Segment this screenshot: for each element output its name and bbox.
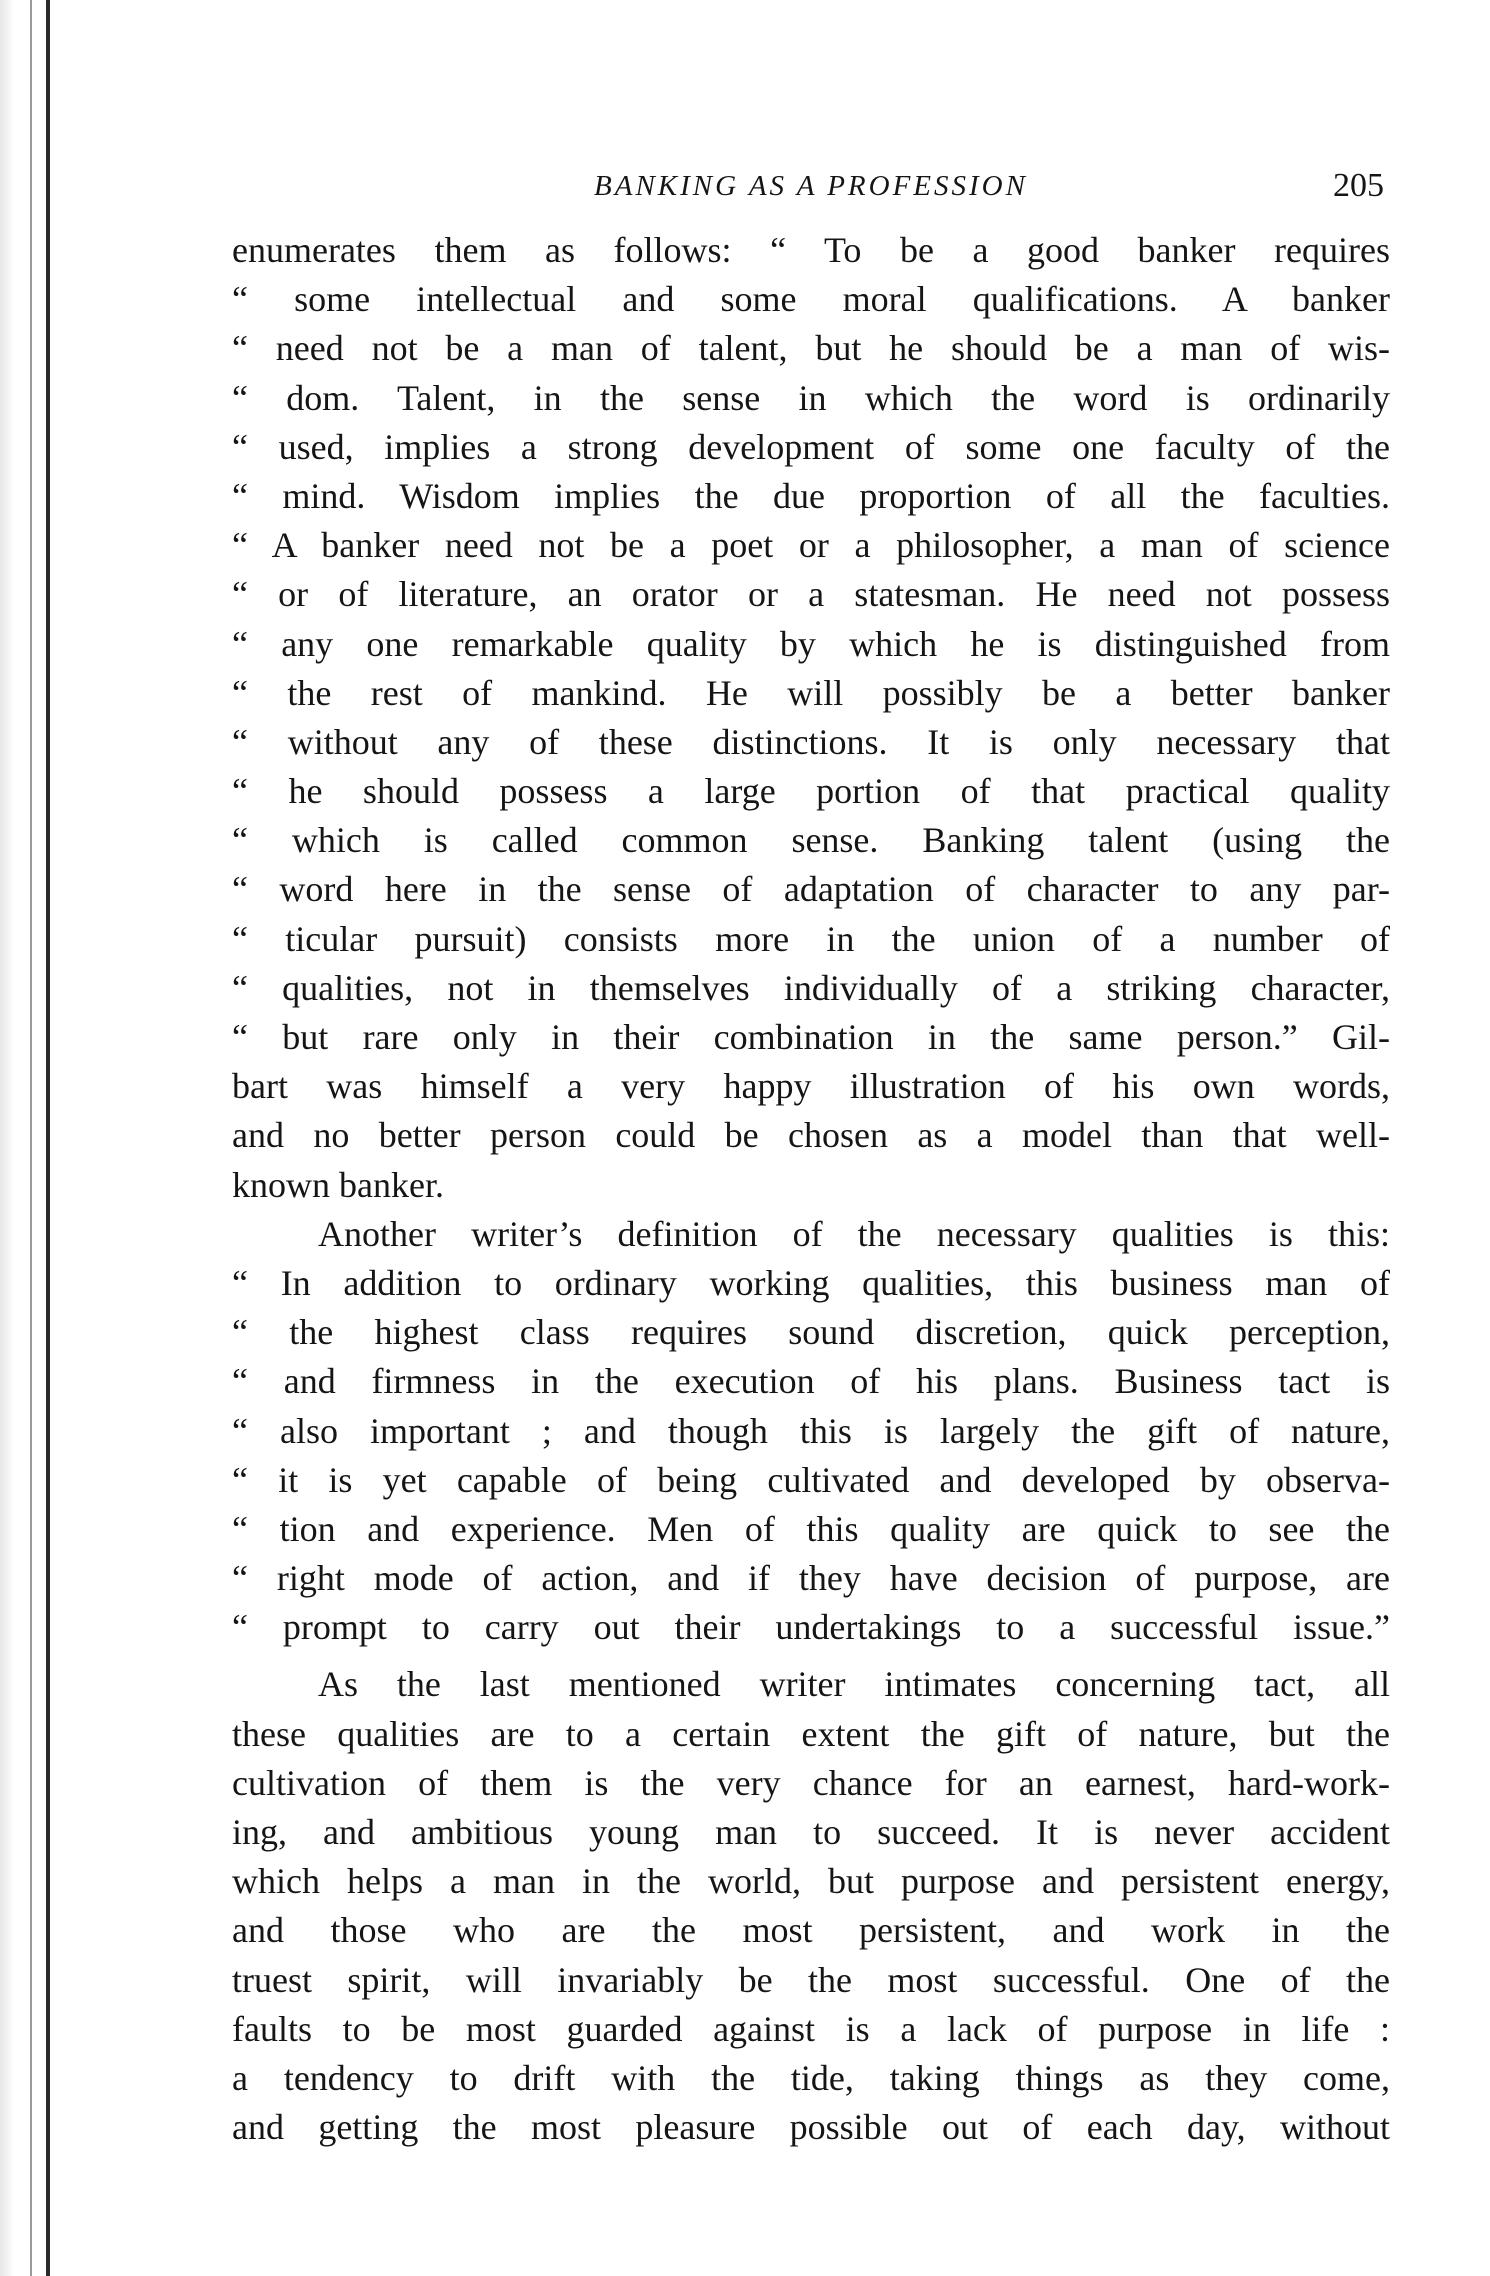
text-line: and those who are the most persistent, and work in the: [232, 1910, 1390, 1951]
text-line: “ and firmness in the execution of his plans. Business tact is: [232, 1361, 1390, 1402]
text-line: cultivation of them is the very chance for an earnest, hard-work-: [232, 1762, 1390, 1803]
scan-binding-edge: [46, 0, 50, 2276]
text-line: “ right mode of action, and if they have decision of purpose, are: [232, 1558, 1390, 1599]
page-number: 205: [1333, 167, 1384, 204]
text-line: “ he should possess a large portion of that practical quality: [232, 771, 1390, 812]
body-text: [232, 226, 1390, 2152]
text-line: faults to be most guarded against is a lack of purpose in life :: [232, 2008, 1390, 2049]
text-line: Another writer’s definition of the necessary qualities is this:: [318, 1213, 1390, 1254]
text-line: enumerates them as follows: “ To be a good banker requires: [232, 230, 1390, 270]
text-line: “ In addition to ordinary working qualities, this business man of: [232, 1262, 1390, 1303]
text-line: and no better person could be chosen as a model than that well-: [232, 1115, 1390, 1156]
text-line: “ ticular pursuit) consists more in the union of a number of: [232, 918, 1390, 959]
running-title: BANKING AS A PROFESSION: [594, 170, 1028, 202]
text-line: “ need not be a man of talent, but he should be a man of wis-: [232, 328, 1390, 369]
paragraph-1: [232, 226, 1390, 1210]
text-line: truest spirit, will invariably be the most successful. One of the: [232, 1959, 1390, 2000]
text-line: “ any one remarkable quality by which he is distinguished from: [232, 623, 1390, 664]
text-line: “ prompt to carry out their undertakings to a successful issue.”: [232, 1607, 1390, 1648]
text-line: a tendency to drift with the tide, taking things as they come,: [232, 2057, 1390, 2098]
text-line: “ qualities, not in themselves individually of a striking character,: [232, 967, 1390, 1008]
text-line: “ dom. Talent, in the sense in which the word is ordinarily: [232, 377, 1390, 418]
text-line: known banker.: [232, 1164, 444, 1205]
text-line: “ used, implies a strong development of some one faculty of the: [232, 426, 1390, 467]
scan-edge-shadow: [0, 0, 66, 2276]
text-line: “ without any of these distinctions. It is only necessary that: [232, 721, 1390, 762]
text-line: “ mind. Wisdom implies the due proportion of all the faculties.: [232, 475, 1390, 516]
page-header: [232, 160, 1390, 212]
text-line: As the last mentioned writer intimates concerning tact, all: [318, 1664, 1390, 1705]
text-line: “ the rest of mankind. He will possibly be a better banker: [232, 672, 1390, 713]
text-line: “ but rare only in their combination in the same person.” Gil-: [232, 1017, 1390, 1057]
text-line: “ word here in the sense of adaptation of character to any par-: [232, 869, 1390, 910]
text-line: “ it is yet capable of being cultivated and developed by observa-: [232, 1459, 1390, 1500]
text-line: “ also important ; and though this is largely the gift of nature,: [232, 1410, 1390, 1451]
text-line: and getting the most pleasure possible out of each day, without: [232, 2107, 1390, 2148]
text-line: “ tion and experience. Men of this quality are quick to see the: [232, 1508, 1390, 1549]
paragraph-3: [232, 1660, 1390, 2152]
paragraph-2: [232, 1210, 1390, 1653]
text-line: “ which is called common sense. Banking talent (using the: [232, 820, 1390, 861]
text-line: ing, and ambitious young man to succeed. It is never accident: [232, 1812, 1390, 1852]
paragraph-spacer: [232, 1652, 1390, 1660]
text-line: “ A banker need not be a poet or a philosopher, a man of science: [232, 525, 1390, 566]
text-line: which helps a man in the world, but purpose and persistent energy,: [232, 1861, 1390, 1902]
scan-binding-mark: [30, 0, 32, 2276]
text-line: “ the highest class requires sound discretion, quick perception,: [232, 1312, 1390, 1353]
text-line: “ some intellectual and some moral qualifications. A banker: [232, 279, 1390, 320]
text-line: “ or of literature, an orator or a statesman. He need not possess: [232, 574, 1390, 615]
text-line: bart was himself a very happy illustration of his own words,: [232, 1066, 1390, 1107]
text-line: these qualities are to a certain extent the gift of nature, but the: [232, 1713, 1390, 1754]
